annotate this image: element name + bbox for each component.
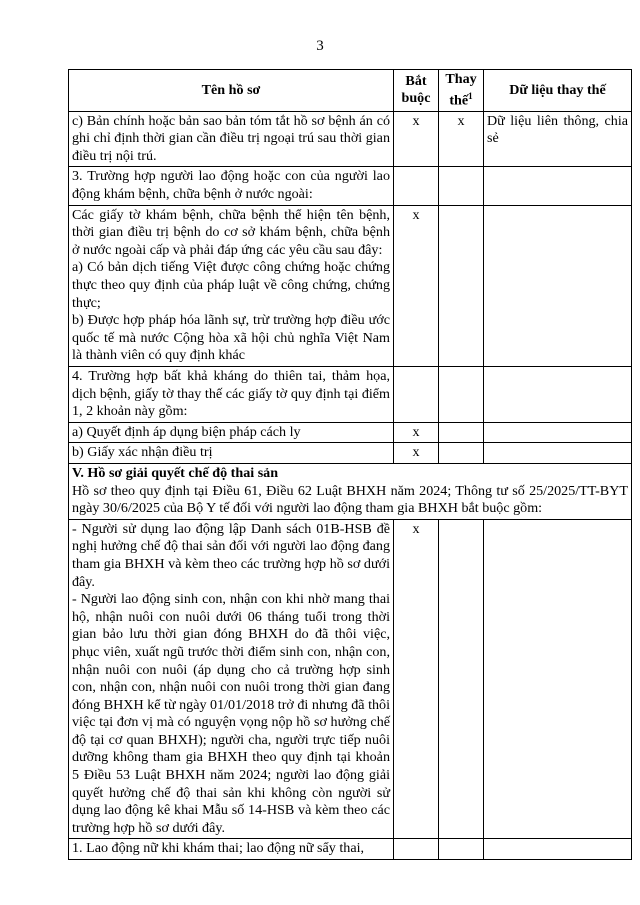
row-replace-data: [484, 367, 632, 423]
table-row: [69, 167, 632, 205]
row-replace: [439, 205, 484, 366]
header-replace-data: Dữ liệu thay thế: [484, 70, 632, 112]
table-row: [69, 519, 632, 839]
row-replace: [439, 367, 484, 423]
row-name: - Người sử dụng lao động lập Danh sách 01B-HSB đề nghị hưởng chế độ thai sản đối với người lao động đang tham gia BHXH và kèm theo các trường hợp hồ sơ dưới đây. - Người lao động sinh con, nhận con khi nhờ mang thai hộ, nhận nuôi con nuôi dưới 06 tháng tuổi trong thời gian bảo lưu thời gian đóng BHXH do đã thôi việc, phục viên, xuất ngũ trước thời điểm sinh con, nhận con, nhận nuôi con nuôi (áp dụng cho cả trường hợp sinh con, nhận con, nhận nuôi con nuôi trong thời gian đang đóng BHXH kể từ ngày 01/01/2018 trở đi nhưng đã thôi việc tại đơn vị mà có nguyện vọng nộp hồ sơ hưởng chế độ tại cơ quan BHXH); người cha, người trực tiếp nuôi dưỡng không tham gia BHXH theo quy định tại khoản 5 Điều 53 Luật BHXH năm 2024; người lao động giải quyết hưởng chế độ thai sản khi không còn người sử dụng lao động kê khai Mẫu số 14-HSB và kèm theo các trường hợp hồ sơ dưới đây.: [69, 519, 394, 839]
row-name: Các giấy tờ khám bệnh, chữa bệnh thể hiện tên bệnh, thời gian điều trị bệnh do cơ sở khám bệnh, chữa bệnh ở nước ngoài cấp và phải đáp ứng các yêu cầu sau đây: a) Có bản dịch tiếng Việt được công chứng hoặc chứng thực theo quy định của pháp luật về công chứng, chứng thực; b) Được hợp pháp hóa lãnh sự, trừ trường hợp điều ước quốc tế mà nước Cộng hòa xã hội chủ nghĩa Việt Nam là thành viên có quy định khác: [69, 205, 394, 366]
header-replace-label: Thay thế: [445, 71, 477, 109]
section-title: V. Hồ sơ giải quyết chế độ thai sản: [72, 464, 279, 481]
table-row: [69, 367, 632, 423]
row-replace-data: [484, 443, 632, 464]
row-name: 3. Trường hợp người lao động hoặc con của người lao động khám bệnh, chữa bệnh ở nước ngoài:: [69, 167, 394, 205]
row-replace: x: [439, 111, 484, 167]
row-name: b) Giấy xác nhận điều trị: [69, 443, 394, 464]
table-row: [69, 205, 632, 366]
document-table: [68, 69, 632, 860]
row-replace-data: [484, 519, 632, 839]
row-replace-data: Dữ liệu liên thông, chia sẻ: [484, 111, 632, 167]
row-replace-data: [484, 205, 632, 366]
footnote-marker: 1: [468, 91, 473, 101]
row-replace-data: [484, 422, 632, 443]
row-name: a) Quyết định áp dụng biện pháp cách ly: [69, 422, 394, 443]
row-required: [394, 167, 439, 205]
table-row: [69, 839, 632, 860]
row-required: x: [394, 519, 439, 839]
row-replace: [439, 443, 484, 464]
page-number: 3: [316, 38, 324, 54]
header-replace: [439, 70, 484, 112]
row-required: x: [394, 443, 439, 464]
table-row: [69, 443, 632, 464]
section-text: Hồ sơ theo quy định tại Điều 61, Điều 62 Luật BHXH năm 2024; Thông tư số 25/2025/TT-BYT ngày 30/6/2025 của Bộ Y tế đối với người lao động tham gia BHXH bắt buộc gồm:: [72, 482, 628, 517]
row-replace: [439, 167, 484, 205]
row-name: 1. Lao động nữ khi khám thai; lao động nữ sẩy thai,: [69, 839, 394, 860]
row-required: x: [394, 422, 439, 443]
header-required: Bắt buộc: [394, 70, 439, 112]
row-required: [394, 367, 439, 423]
row-replace: [439, 422, 484, 443]
header-name: Tên hồ sơ: [69, 70, 394, 112]
table-row: [69, 422, 632, 443]
row-required: [394, 839, 439, 860]
row-name: c) Bản chính hoặc bản sao bản tóm tắt hồ sơ bệnh án có ghi chỉ định thời gian cần điều trị ngoại trú sau thời gian điều trị nội trú.: [69, 111, 394, 167]
row-replace: [439, 519, 484, 839]
table-row: [69, 111, 632, 167]
row-replace: [439, 839, 484, 860]
row-replace-data: [484, 167, 632, 205]
row-name: 4. Trường hợp bất khả kháng do thiên tai, thảm họa, dịch bệnh, giấy tờ thay thế các giấy tờ quy định tại điểm 1, 2 khoản này gồm:: [69, 367, 394, 423]
row-required: x: [394, 111, 439, 167]
table-header-row: [69, 70, 632, 112]
row-required: x: [394, 205, 439, 366]
section-row: [69, 463, 632, 519]
row-replace-data: [484, 839, 632, 860]
